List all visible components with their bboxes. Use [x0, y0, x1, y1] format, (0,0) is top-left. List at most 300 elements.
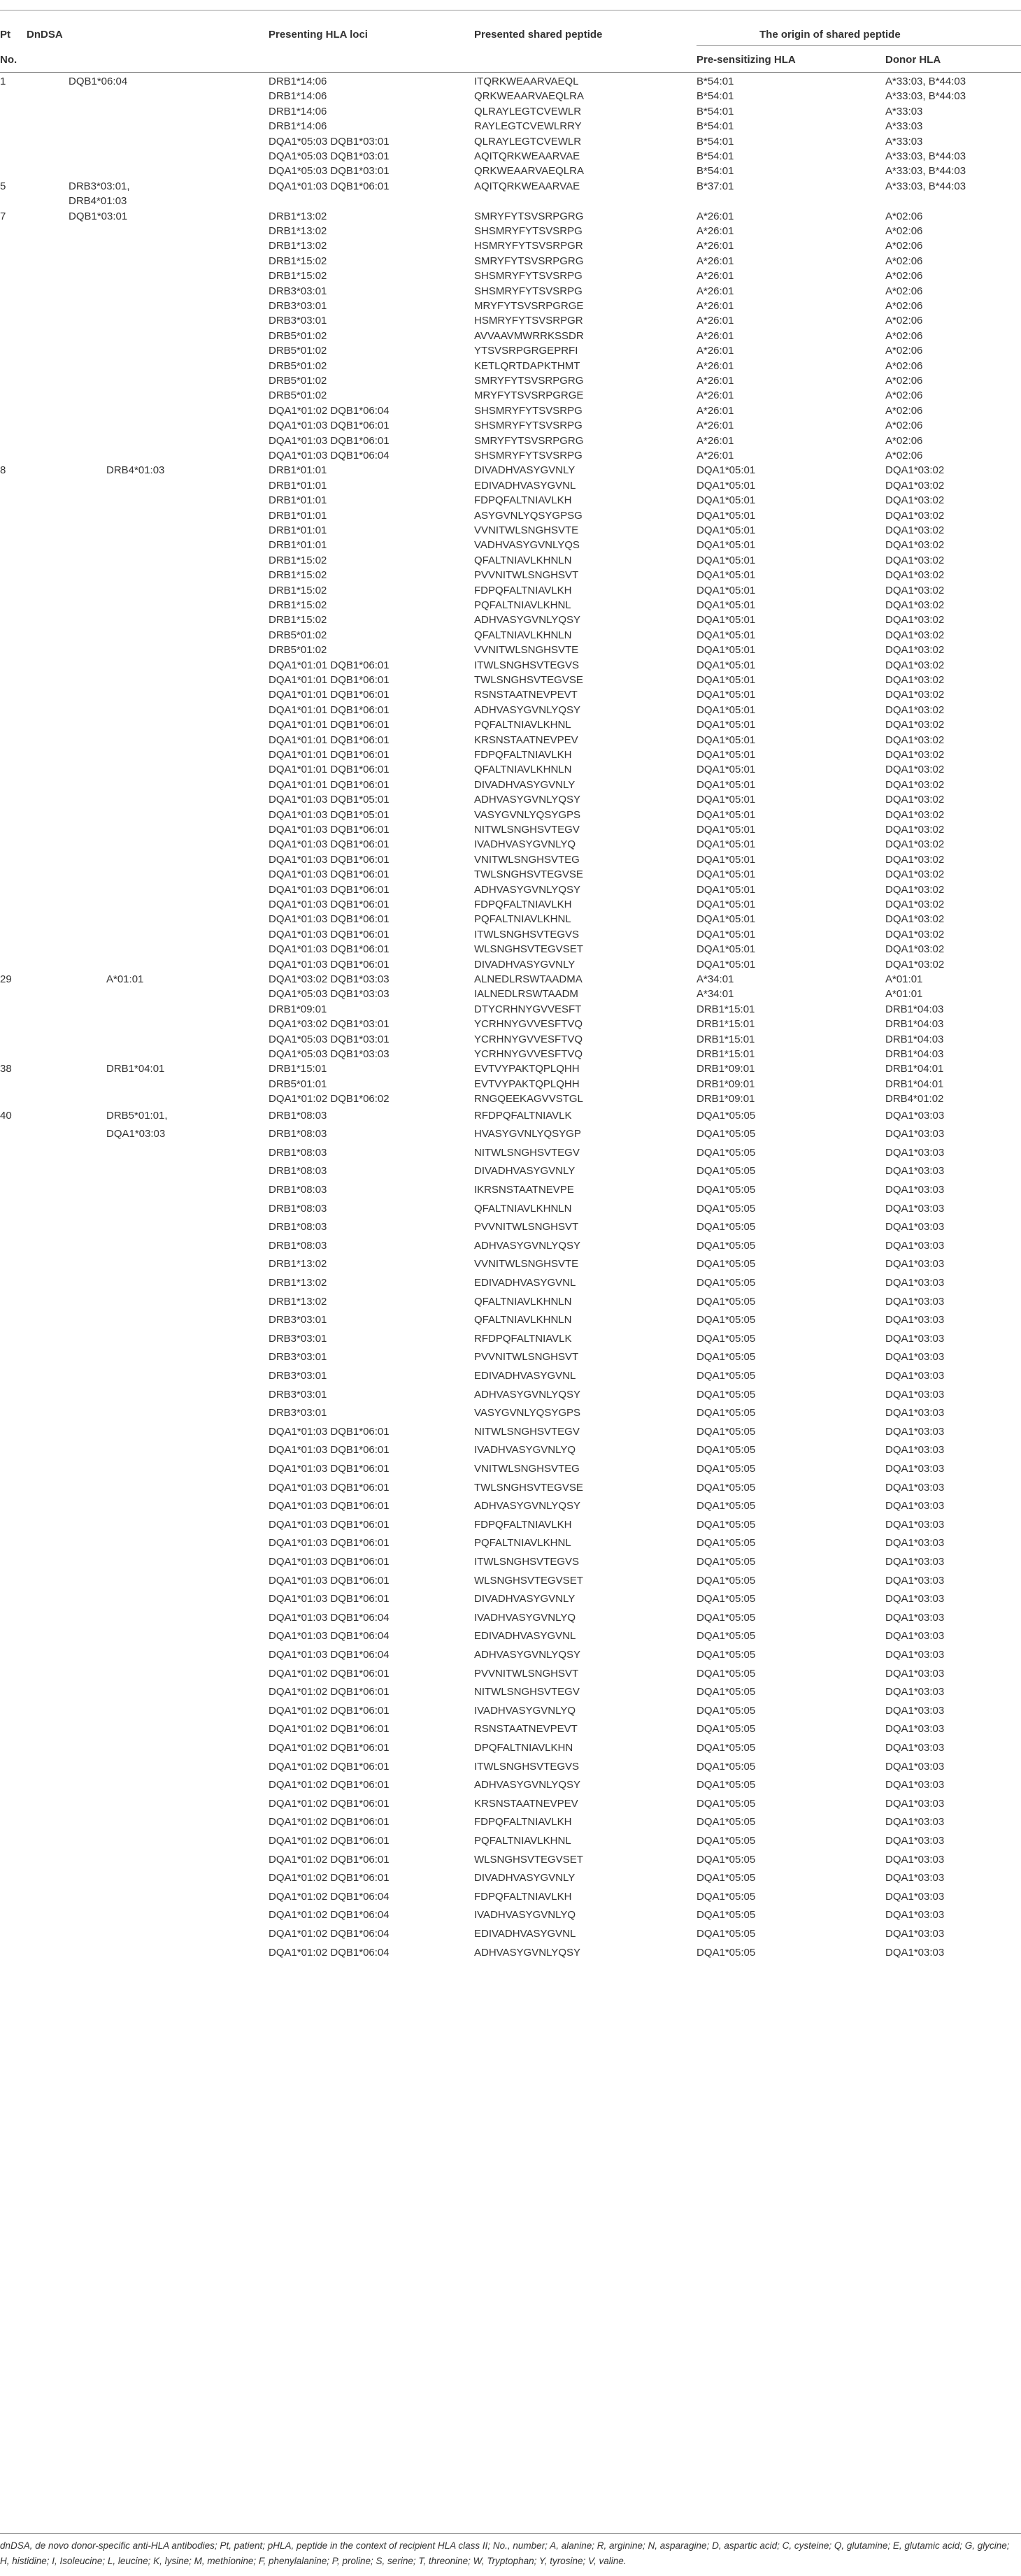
table-row — [0, 434, 1021, 448]
cell-donor-hla: DQA1*03:02 — [885, 554, 945, 566]
cell-presenting-loci: DRB1*14:06 — [269, 76, 327, 87]
cell-shared-peptide: SHSMRYFYTSVSRPG — [474, 404, 583, 417]
cell-shared-peptide: SMRYFYTSVSRPGRG — [474, 375, 584, 387]
cell-donor-hla: DQA1*03:02 — [885, 524, 945, 536]
table-row — [0, 568, 1021, 582]
cell-presensitizing-hla: DQA1*05:05 — [697, 1184, 756, 1196]
cell-shared-peptide: MRYFYTSVSRPGRGE — [474, 300, 584, 312]
cell-shared-peptide: IVADHVASYGVNLYQ — [474, 838, 576, 851]
cell-presensitizing-hla: DQA1*05:05 — [697, 1500, 756, 1512]
cell-donor-hla: A*02:06 — [885, 255, 923, 267]
table-row — [0, 822, 1021, 837]
cell-donor-hla: DQA1*03:03 — [885, 1835, 945, 1847]
cell-presensitizing-hla: DQA1*05:05 — [697, 1277, 756, 1289]
table-row — [0, 388, 1021, 403]
cell-dndsa: DRB4*01:03 — [106, 464, 165, 477]
cell-presenting-loci: DQA1*01:01 DQB1*06:01 — [269, 749, 390, 761]
cell-shared-peptide: VVNITWLSNGHSVTE — [474, 524, 579, 536]
cell-donor-hla: DQA1*03:03 — [885, 1184, 945, 1196]
table-row — [0, 179, 1021, 194]
table-row — [0, 493, 1021, 508]
table-row — [0, 882, 1021, 897]
cell-presenting-loci: DQA1*01:03 DQB1*06:01 — [269, 838, 390, 851]
cell-presensitizing-hla: A*26:01 — [697, 434, 734, 447]
cell-presensitizing-hla: DQA1*05:05 — [697, 1611, 756, 1624]
cell-presensitizing-hla: DQA1*05:01 — [697, 479, 756, 492]
cell-donor-hla: A*33:03, B*44:03 — [885, 150, 966, 162]
table-row — [0, 1274, 1021, 1293]
table-row — [0, 1906, 1021, 1925]
cell-presensitizing-hla: B*54:01 — [697, 150, 734, 162]
cell-presensitizing-hla: A*26:01 — [697, 375, 734, 387]
table-row — [0, 1047, 1021, 1061]
cell-presensitizing-hla: DQA1*05:05 — [697, 1314, 756, 1326]
origin-rule — [697, 45, 1021, 46]
cell-presenting-loci: DQA1*01:02 DQB1*06:04 — [269, 1928, 390, 1940]
cell-shared-peptide: PQFALTNIAVLKHNL — [474, 913, 571, 926]
cell-presensitizing-hla: DQA1*05:01 — [697, 629, 756, 641]
cell-donor-hla: DQA1*03:03 — [885, 1109, 945, 1122]
cell-presensitizing-hla: DQA1*05:01 — [697, 554, 756, 566]
cell-shared-peptide: VASYGVNLYQSYGPS — [474, 808, 580, 821]
cell-shared-peptide: HSMRYFYTSVSRPGR — [474, 315, 583, 327]
cell-presensitizing-hla: DQA1*05:01 — [697, 494, 756, 507]
cell-presensitizing-hla: DQA1*05:05 — [697, 1332, 756, 1345]
cell-shared-peptide: ALNEDLRSWTAADMA — [474, 973, 583, 985]
cell-presenting-loci: DQA1*01:03 DQB1*06:04 — [269, 450, 390, 461]
cell-presensitizing-hla: DQA1*05:05 — [697, 1109, 756, 1122]
cell-donor-hla: DQA1*03:02 — [885, 464, 945, 477]
cell-donor-hla: DQA1*03:03 — [885, 1463, 945, 1475]
cell-presensitizing-hla: DQA1*05:01 — [697, 824, 756, 836]
cell-presensitizing-hla: DRB1*15:01 — [697, 1048, 755, 1060]
cell-shared-peptide: ADHVASYGVNLYQSY — [474, 1500, 580, 1512]
cell-donor-hla: DQA1*03:03 — [885, 1165, 945, 1178]
cell-presenting-loci: DRB1*08:03 — [269, 1109, 327, 1122]
cell-donor-hla: DQA1*03:02 — [885, 943, 945, 956]
table-row — [0, 1572, 1021, 1591]
cell-presensitizing-hla: DQA1*05:01 — [697, 734, 756, 746]
cell-donor-hla: DQA1*03:03 — [885, 1444, 945, 1457]
table-row — [0, 658, 1021, 673]
table-row — [0, 1255, 1021, 1274]
cell-donor-hla: DQA1*03:03 — [885, 1853, 945, 1866]
table-row — [0, 254, 1021, 269]
cell-donor-hla: DRB1*04:03 — [885, 1033, 944, 1045]
table-row — [0, 1367, 1021, 1386]
cell-presensitizing-hla: DQA1*05:01 — [697, 614, 756, 627]
cell-donor-hla: DQA1*03:02 — [885, 853, 945, 866]
table-row — [0, 1534, 1021, 1553]
cell-donor-hla: DQA1*03:03 — [885, 1370, 945, 1382]
cell-presenting-loci: DRB1*13:02 — [269, 1258, 327, 1271]
cell-shared-peptide: SHSMRYFYTSVSRPG — [474, 420, 583, 432]
table-row — [0, 104, 1021, 119]
cell-shared-peptide: ADHVASYGVNLYQSY — [474, 1946, 580, 1959]
cell-presensitizing-hla: DQA1*05:05 — [697, 1370, 756, 1382]
cell-donor-hla: DQA1*03:03 — [885, 1574, 945, 1587]
cell-donor-hla: DQA1*03:03 — [885, 1760, 945, 1773]
cell-presensitizing-hla: DQA1*05:05 — [697, 1258, 756, 1271]
cell-presenting-loci: DQA1*01:01 DQB1*06:01 — [269, 674, 390, 686]
cell-donor-hla: DQA1*03:02 — [885, 539, 945, 552]
cell-presenting-loci: DRB1*15:02 — [269, 584, 327, 596]
cell-presenting-loci: DQA1*01:03 DQB1*05:01 — [269, 808, 390, 821]
cell-presenting-loci: DRB1*13:02 — [269, 1277, 327, 1289]
cell-shared-peptide: ITWLSNGHSVTEGVS — [474, 659, 580, 671]
cell-pt-no: 1 — [0, 76, 6, 87]
cell-presenting-loci: DQA1*01:03 DQB1*06:01 — [269, 913, 390, 926]
cell-donor-hla: DQA1*03:02 — [885, 899, 945, 910]
cell-shared-peptide: RSNSTAATNEVPEVT — [474, 689, 578, 701]
cell-presensitizing-hla: DQA1*05:05 — [697, 1760, 756, 1773]
table-row — [0, 628, 1021, 643]
table-row — [0, 1627, 1021, 1646]
cell-presensitizing-hla: DQA1*05:05 — [697, 1146, 756, 1159]
table-row — [0, 778, 1021, 792]
cell-presenting-loci: DQA1*01:03 DQB1*06:01 — [269, 420, 390, 432]
cell-donor-hla: DQA1*03:03 — [885, 1537, 945, 1550]
table-row — [0, 643, 1021, 657]
cell-presenting-loci: DQA1*01:03 DQB1*06:01 — [269, 1537, 390, 1550]
cell-presensitizing-hla: DQA1*05:05 — [697, 1128, 756, 1140]
cell-presensitizing-hla: DQA1*05:01 — [697, 794, 756, 806]
cell-presenting-loci: DQA1*01:02 DQB1*06:01 — [269, 1686, 390, 1698]
cell-shared-peptide: AQITQRKWEAARVAE — [474, 150, 580, 162]
cell-presenting-loci: DQA1*01:03 DQB1*06:01 — [269, 928, 390, 940]
cell-donor-hla: A*33:03 — [885, 135, 923, 148]
cell-shared-peptide: QFALTNIAVLKHNLN — [474, 764, 572, 776]
cell-shared-peptide: ADHVASYGVNLYQSY — [474, 1649, 580, 1661]
cell-presensitizing-hla: DQA1*05:05 — [697, 1797, 756, 1810]
cell-presensitizing-hla: DQA1*05:05 — [697, 1872, 756, 1884]
cell-donor-hla: DQA1*03:02 — [885, 509, 945, 522]
cell-shared-peptide: YCRHNYGVVESFTVQ — [474, 1018, 583, 1031]
cell-donor-hla: DQA1*03:03 — [885, 1667, 945, 1680]
cell-shared-peptide: TWLSNGHSVTEGVSE — [474, 674, 583, 686]
table-row — [0, 1720, 1021, 1739]
cell-presensitizing-hla: DQA1*05:01 — [697, 569, 756, 582]
cell-presensitizing-hla: DQA1*05:05 — [697, 1407, 756, 1419]
cell-presenting-loci: DRB1*15:02 — [269, 270, 327, 282]
table-row — [0, 1944, 1021, 1963]
table-row — [0, 1590, 1021, 1609]
cell-shared-peptide: EDIVADHVASYGVNL — [474, 1928, 576, 1940]
cell-dndsa: A*01:01 — [106, 973, 144, 985]
table-row — [0, 269, 1021, 283]
cell-presenting-loci: DQA1*01:03 DQB1*06:01 — [269, 180, 390, 192]
cell-donor-hla: DQA1*03:03 — [885, 1872, 945, 1884]
table-row — [0, 1683, 1021, 1702]
cell-presenting-loci: DRB5*01:02 — [269, 329, 327, 342]
cell-donor-hla: DQA1*03:02 — [885, 734, 945, 746]
table-row — [0, 972, 1021, 987]
cell-shared-peptide: IVADHVASYGVNLYQ — [474, 1704, 576, 1717]
cell-presenting-loci: DRB1*09:01 — [269, 1003, 327, 1015]
cell-presenting-loci: DRB1*14:06 — [269, 90, 327, 103]
cell-donor-hla: DQA1*03:02 — [885, 689, 945, 701]
cell-donor-hla: A*02:06 — [885, 345, 923, 357]
cell-donor-hla: DQA1*03:03 — [885, 1649, 945, 1661]
cell-donor-hla: DQA1*03:02 — [885, 569, 945, 582]
cell-shared-peptide: DIVADHVASYGVNLY — [474, 1165, 576, 1178]
cell-presensitizing-hla: DQA1*05:01 — [697, 539, 756, 552]
cell-shared-peptide: QFALTNIAVLKHNLN — [474, 1314, 572, 1326]
cell-presenting-loci: DRB1*15:02 — [269, 554, 327, 566]
cell-shared-peptide: PQFALTNIAVLKHNL — [474, 1835, 571, 1847]
cell-donor-hla: DQA1*03:03 — [885, 1556, 945, 1568]
cell-donor-hla: DQA1*03:03 — [885, 1128, 945, 1140]
table-row — [0, 149, 1021, 164]
cell-presensitizing-hla: B*54:01 — [697, 120, 734, 133]
table-row — [0, 224, 1021, 238]
cell-donor-hla: DRB1*04:01 — [885, 1063, 944, 1075]
cell-presensitizing-hla: DQA1*05:01 — [697, 644, 756, 657]
cell-donor-hla: DQA1*03:03 — [885, 1500, 945, 1512]
cell-shared-peptide: QRKWEAARVAEQLRA — [474, 90, 584, 103]
cell-presensitizing-hla: DQA1*05:05 — [697, 1835, 756, 1847]
cell-presenting-loci: DQA1*05:03 DQB1*03:01 — [269, 1033, 390, 1045]
cell-presensitizing-hla: A*26:01 — [697, 389, 734, 402]
cell-donor-hla: A*02:06 — [885, 210, 923, 222]
table-row — [0, 1497, 1021, 1516]
cell-presensitizing-hla: DQA1*05:01 — [697, 719, 756, 731]
cell-presensitizing-hla: DQA1*05:05 — [697, 1351, 756, 1364]
table-row — [0, 209, 1021, 224]
cell-shared-peptide: ADHVASYGVNLYQSY — [474, 1388, 580, 1401]
cell-presensitizing-hla: A*26:01 — [697, 420, 734, 432]
cell-presenting-loci: DRB1*15:02 — [269, 569, 327, 582]
cell-donor-hla: DQA1*03:03 — [885, 1723, 945, 1736]
cell-shared-peptide: SHSMRYFYTSVSRPG — [474, 285, 583, 297]
table-row — [0, 1813, 1021, 1832]
cell-donor-hla: DQA1*03:03 — [885, 1909, 945, 1922]
cell-shared-peptide: RAYLEGTCVEWLRRY — [474, 120, 582, 133]
table-row — [0, 1386, 1021, 1405]
table-row — [0, 927, 1021, 942]
cell-presenting-loci: DRB1*08:03 — [269, 1146, 327, 1159]
cell-presensitizing-hla: B*54:01 — [697, 90, 734, 103]
cell-presenting-loci: DRB1*14:06 — [269, 120, 327, 133]
table-row — [0, 1925, 1021, 1944]
cell-donor-hla: DQA1*03:03 — [885, 1407, 945, 1419]
cell-donor-hla: DQA1*03:02 — [885, 883, 945, 896]
header-presensitizing: Pre-sensitizing HLA — [697, 54, 796, 66]
table-row — [0, 1200, 1021, 1219]
table-row — [0, 942, 1021, 957]
cell-dndsa: DQB1*06:04 — [69, 76, 128, 87]
cell-presensitizing-hla: DQA1*05:01 — [697, 659, 756, 671]
cell-shared-peptide: FDPQFALTNIAVLKH — [474, 584, 572, 596]
table-row — [0, 1702, 1021, 1721]
cell-presenting-loci: DQA1*01:03 DQB1*06:01 — [269, 1444, 390, 1457]
cell-presenting-loci: DQA1*01:02 DQB1*06:01 — [269, 1704, 390, 1717]
cell-donor-hla: DQA1*03:02 — [885, 479, 945, 492]
cell-presenting-loci: DQA1*01:02 DQB1*06:01 — [269, 1816, 390, 1829]
table-row — [0, 1795, 1021, 1814]
cell-shared-peptide: PQFALTNIAVLKHNL — [474, 719, 571, 731]
cell-donor-hla: DRB1*04:03 — [885, 1003, 944, 1015]
cell-presenting-loci: DRB1*13:02 — [269, 1295, 327, 1308]
cell-presensitizing-hla: DQA1*05:05 — [697, 1444, 756, 1457]
cell-shared-peptide: VNITWLSNGHSVTEG — [474, 1463, 580, 1475]
cell-donor-hla: DQA1*03:03 — [885, 1946, 945, 1959]
cell-shared-peptide: EDIVADHVASYGVNL — [474, 1277, 576, 1289]
table-row — [0, 1869, 1021, 1888]
cell-donor-hla: DQA1*03:02 — [885, 794, 945, 806]
table-row — [0, 1017, 1021, 1031]
cell-presensitizing-hla: DQA1*05:05 — [697, 1537, 756, 1550]
table-row — [0, 852, 1021, 867]
cell-donor-hla: DQA1*03:03 — [885, 1630, 945, 1643]
cell-presensitizing-hla: DQA1*05:01 — [697, 464, 756, 477]
cell-presenting-loci: DRB5*01:02 — [269, 345, 327, 357]
cell-donor-hla: A*02:06 — [885, 359, 923, 372]
cell-donor-hla: DQA1*03:03 — [885, 1704, 945, 1717]
cell-presenting-loci: DRB3*03:01 — [269, 315, 327, 327]
cell-presensitizing-hla: B*54:01 — [697, 76, 734, 87]
cell-presensitizing-hla: A*26:01 — [697, 210, 734, 222]
cell-donor-hla: DQA1*03:02 — [885, 719, 945, 731]
cell-presenting-loci: DQA1*01:02 DQB1*06:04 — [269, 1909, 390, 1922]
table-row — [0, 508, 1021, 523]
cell-shared-peptide: QFALTNIAVLKHNLN — [474, 1202, 572, 1215]
cell-donor-hla: DQA1*03:02 — [885, 749, 945, 761]
cell-presenting-loci: DQA1*01:03 DQB1*06:01 — [269, 824, 390, 836]
cell-presenting-loci: DRB3*03:01 — [269, 1370, 327, 1382]
cell-presenting-loci: DQA1*01:03 DQB1*05:01 — [269, 794, 390, 806]
table-row — [0, 1851, 1021, 1870]
header-dndsa: DnDSA — [27, 29, 63, 41]
header-origin: The origin of shared peptide — [759, 29, 901, 41]
cell-donor-hla: DQA1*03:02 — [885, 824, 945, 836]
cell-presensitizing-hla: B*54:01 — [697, 165, 734, 178]
cell-presenting-loci: DQA1*01:01 DQB1*06:01 — [269, 703, 390, 716]
cell-presensitizing-hla: DQA1*05:05 — [697, 1928, 756, 1940]
table-row — [0, 1888, 1021, 1907]
cell-shared-peptide: VADHVASYGVNLYQS — [474, 539, 580, 552]
cell-presenting-loci: DQA1*01:02 DQB1*06:01 — [269, 1872, 390, 1884]
cell-shared-peptide: ITWLSNGHSVTEGVS — [474, 1556, 580, 1568]
table-row — [0, 359, 1021, 373]
cell-donor-hla: DQA1*03:03 — [885, 1277, 945, 1289]
cell-shared-peptide: DIVADHVASYGVNLY — [474, 778, 576, 791]
cell-donor-hla: DQA1*03:03 — [885, 1928, 945, 1940]
cell-presensitizing-hla: A*26:01 — [697, 240, 734, 252]
cell-presensitizing-hla: DQA1*05:01 — [697, 838, 756, 851]
cell-donor-hla: DQA1*03:03 — [885, 1742, 945, 1754]
cell-donor-hla: DQA1*03:03 — [885, 1314, 945, 1326]
table-row — [0, 1665, 1021, 1684]
cell-dndsa: DRB5*01:01, — [106, 1109, 168, 1122]
cell-shared-peptide: VNITWLSNGHSVTEG — [474, 853, 580, 866]
cell-presensitizing-hla: DQA1*05:01 — [697, 928, 756, 940]
cell-shared-peptide: SHSMRYFYTSVSRPG — [474, 225, 583, 237]
cell-shared-peptide: ADHVASYGVNLYQSY — [474, 794, 580, 806]
table-row — [0, 837, 1021, 852]
cell-shared-peptide: VVNITWLSNGHSVTE — [474, 644, 579, 657]
cell-presenting-loci: DRB3*03:01 — [269, 1332, 327, 1345]
cell-shared-peptide: PVVNITWLSNGHSVT — [474, 569, 579, 582]
cell-shared-peptide: DIVADHVASYGVNLY — [474, 1872, 576, 1884]
cell-presensitizing-hla: A*26:01 — [697, 225, 734, 237]
cell-presenting-loci: DQA1*01:02 DQB1*06:01 — [269, 1723, 390, 1736]
table-row — [0, 194, 1021, 208]
cell-presenting-loci: DQA1*01:02 DQB1*06:04 — [269, 1890, 390, 1903]
cell-presenting-loci: DQA1*01:03 DQB1*06:01 — [269, 868, 390, 881]
cell-presensitizing-hla: DQA1*05:05 — [697, 1686, 756, 1698]
cell-shared-peptide: FDPQFALTNIAVLKH — [474, 494, 572, 507]
cell-presenting-loci: DQA1*01:03 DQB1*06:01 — [269, 958, 390, 971]
cell-presenting-loci: DQA1*05:03 DQB1*03:01 — [269, 135, 390, 148]
table-row — [0, 808, 1021, 822]
cell-presensitizing-hla: DQA1*05:01 — [697, 853, 756, 866]
table-row — [0, 1293, 1021, 1312]
table-row — [0, 1776, 1021, 1795]
cell-donor-hla: A*02:06 — [885, 420, 923, 432]
cell-presenting-loci: DRB3*03:01 — [269, 285, 327, 297]
cell-donor-hla: DQA1*03:02 — [885, 913, 945, 926]
cell-donor-hla: A*02:06 — [885, 404, 923, 417]
cell-presenting-loci: DRB1*01:01 — [269, 509, 327, 522]
cell-shared-peptide: IALNEDLRSWTAADM — [474, 988, 578, 1001]
cell-presensitizing-hla: DQA1*05:01 — [697, 674, 756, 686]
table-row — [0, 523, 1021, 538]
cell-shared-peptide: QRKWEAARVAEQLRA — [474, 165, 584, 178]
cell-presenting-loci: DRB1*01:01 — [269, 539, 327, 552]
cell-presensitizing-hla: DQA1*05:01 — [697, 584, 756, 596]
table-row — [0, 1330, 1021, 1349]
cell-shared-peptide: PQFALTNIAVLKHNL — [474, 1537, 571, 1550]
cell-shared-peptide: NITWLSNGHSVTEGV — [474, 824, 580, 836]
cell-presensitizing-hla: DQA1*05:05 — [697, 1890, 756, 1903]
cell-presenting-loci: DQA1*01:03 DQB1*06:01 — [269, 1481, 390, 1494]
table-row — [0, 418, 1021, 433]
table-row — [0, 1460, 1021, 1479]
cell-presensitizing-hla: DQA1*05:01 — [697, 764, 756, 776]
cell-presenting-loci: DRB1*08:03 — [269, 1128, 327, 1140]
cell-presensitizing-hla: A*26:01 — [697, 329, 734, 342]
cell-shared-peptide: FDPQFALTNIAVLKH — [474, 1890, 572, 1903]
cell-presenting-loci: DRB1*01:01 — [269, 524, 327, 536]
cell-shared-peptide: SHSMRYFYTSVSRPG — [474, 270, 583, 282]
cell-donor-hla: DQA1*03:03 — [885, 1890, 945, 1903]
table-row — [0, 1404, 1021, 1423]
table-row — [0, 792, 1021, 807]
cell-shared-peptide: EDIVADHVASYGVNL — [474, 1630, 576, 1643]
cell-donor-hla: DQA1*03:02 — [885, 644, 945, 657]
cell-shared-peptide: ADHVASYGVNLYQSY — [474, 703, 580, 716]
cell-shared-peptide: MRYFYTSVSRPGRGE — [474, 389, 584, 402]
table-row — [0, 987, 1021, 1001]
cell-presenting-loci: DRB1*01:01 — [269, 479, 327, 492]
cell-donor-hla: A*33:03, B*44:03 — [885, 76, 966, 87]
table-row — [0, 74, 1021, 89]
table-row — [0, 867, 1021, 882]
cell-presenting-loci: DQA1*01:02 DQB1*06:01 — [269, 1853, 390, 1866]
cell-presenting-loci: DRB5*01:02 — [269, 375, 327, 387]
cell-presenting-loci: DQA1*01:02 DQB1*06:04 — [269, 1946, 390, 1959]
table-row — [0, 912, 1021, 926]
table-row — [0, 1092, 1021, 1106]
cell-presenting-loci: DRB1*13:02 — [269, 240, 327, 252]
cell-presenting-loci: DQA1*01:03 DQB1*06:01 — [269, 943, 390, 956]
table-row — [0, 238, 1021, 253]
cell-donor-hla: A*02:06 — [885, 225, 923, 237]
cell-donor-hla: DRB1*04:03 — [885, 1048, 944, 1060]
cell-shared-peptide: TWLSNGHSVTEGVSE — [474, 1481, 583, 1494]
cell-shared-peptide: QFALTNIAVLKHNLN — [474, 629, 572, 641]
